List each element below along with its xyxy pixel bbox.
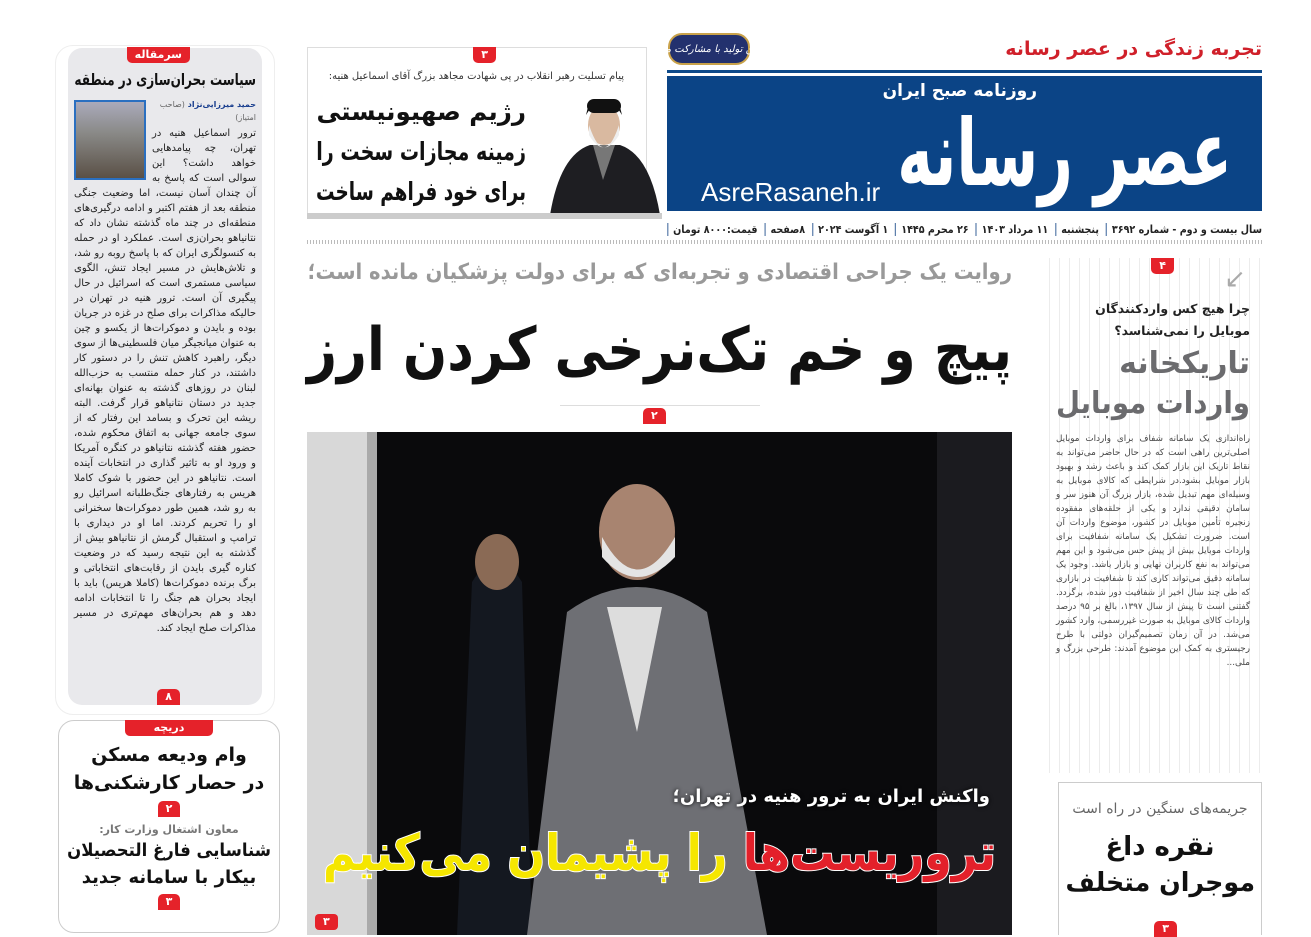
page-badge[interactable]: ۸ — [157, 689, 180, 705]
headline-line: نقره داغ — [1105, 832, 1215, 862]
masthead-name: عصر رسانه — [897, 100, 1232, 207]
editorial-content — [74, 98, 256, 672]
lead-photo[interactable] — [307, 432, 1012, 935]
author-photo — [74, 100, 146, 180]
top-story-headline — [316, 92, 526, 212]
headline-line: واردات موبایل — [1055, 386, 1250, 421]
photo-headline — [322, 820, 996, 886]
masthead-subtitle: روزنامه صبح ایران — [882, 81, 1037, 101]
editorial[interactable] — [68, 48, 262, 705]
arrow-down-left-icon: ↙ — [1224, 264, 1246, 294]
dateline-volume: سال بیست و دوم - شماره ۳۶۹۲ — [1106, 223, 1262, 236]
masthead-url[interactable]: AsreRasaneh.ir — [701, 177, 881, 207]
main-kicker: روایت یک جراحی اقتصادی و تجربه‌ای که برای دولت پزشکیان مانده است؛ — [307, 260, 1012, 285]
divider — [560, 405, 760, 406]
top-story-kicker: پیام تسلیت رهبر انقلاب در پی شهادت مجاهد بزرگ آقای اسماعیل هنیه: — [328, 71, 624, 82]
author-name: حمید میرزایی‌نژاد — [187, 100, 256, 109]
headline-line: برای خود فراهم ساخت — [316, 177, 526, 206]
dateline-gregorian-date: ۱ آگوست ۲۰۲۴ — [812, 223, 888, 236]
leader-photo — [545, 85, 663, 215]
editorial-title: سیاست بحران‌سازی در منطقه — [74, 70, 256, 89]
page-badge[interactable]: ۳ — [473, 47, 496, 63]
editorial-badge: سرمقاله — [127, 47, 190, 63]
slogan-logo: جشن تولید با مشارکت مردم — [668, 33, 750, 65]
window-headline-1[interactable] — [67, 741, 271, 797]
author-role: (صاحب امتیاز) — [159, 100, 256, 122]
headline-line: بیکار با سامانه جدید — [81, 867, 257, 888]
masthead — [667, 76, 1262, 211]
headline-line: در حصار کارشکنی‌ها — [73, 772, 265, 794]
editorial-body: ترور اسماعیل هنیه در تهران، چه پیامدهایی خواهد داشت؟ این سوالی است که پاسخ به آن چندان آسان نیست، اما وضعیت جنگی منطقه بعد از هفتم اکتبر و ادامه درگیری‌های منطقه‌ای در چند ماه گذشته نشان داد که نتانیاهو بحران‌زی است. عملکرد او در حمله به کنسولگری ایران که با پاسخ روبه رو شد، و تلاش‌هایش در مسیر ایجاد تنش، الگوی سیاسی مستمری است که اسرائیل در حال پیگیری آن است. ترور هنیه در تهران در حالیکه مذاکرات برای صلح در غزه در جریان بوده و بایدن و دموکرات‌ها از یکسو و چین به عنوان میانجیگر میان فلسطینی‌ها از سوی دیگر، راهبرد کاهش تنش را در دستور کار داشتند، در کنار حمله منتسب به حزب‌الله لبنان در روزهای گذشته به عنوان بهانه‌ای جدید در دستان نتانیاهو قرار گرفت. البته ریشه این تحرک و بسامد این رفتار که از سوی جامعه جهانی به اتفاق محکوم شده، حضور هفته گذشته نتانیاهو در کنگره آمریکا و ورود او به تاثیر گذاری در انتخابات آینده است. نتانیاهو در این حضور با شوک کاملا هریس به رفتارهای جنگ‌طلبانه اسرائیل رو به رو شد، همین طور دموکرات‌ها سخنرانی او را تحریم کردند. اما او در دیداری با ترامپ و استقبال گرمش از نتانیاهو بیش از گذشته به این نتیجه رسید که در وضعیت کناره گیری بایدن از رقابت‌های انتخاباتی و برگ برنده دموکرات‌ها (کاملا هریس) باید با ایجاد بحران هم جنگ را تا انتخابات ادامه دهد و هم بحران‌های مهم‌تری در مسیر مذاکرات صلح ایجاد کند. — [74, 128, 256, 634]
header-rule — [667, 70, 1262, 73]
page-badge[interactable]: ۲ — [643, 408, 666, 424]
mobile-story[interactable] — [1040, 258, 1262, 773]
dateline-pages: ۸صفحه — [764, 223, 805, 236]
dateline-solar-date: ۱۱ مرداد ۱۴۰۳ — [976, 223, 1049, 236]
mobile-question: چرا هیچ کس واردکنندگان موبایل را نمی‌شناسد؟ — [1095, 301, 1250, 338]
window-box — [58, 720, 280, 933]
top-story-rule — [307, 213, 662, 219]
headline-line: زمینه مجازات سخت را — [316, 137, 526, 166]
headline-line: تاریکخانه — [1119, 346, 1250, 381]
headline-line: رژیم صهیونیستی — [316, 97, 526, 126]
headline-yellow-part: را پشیمان می‌کنیم — [322, 824, 728, 882]
dateline-weekday: پنجشنبه — [1055, 223, 1099, 236]
headline-line: شناسایی فارغ التحصیلان — [67, 840, 272, 861]
page-badge[interactable]: ۳ — [315, 914, 338, 930]
dateline-lunar-date: ۲۶ محرم ۱۴۴۵ — [895, 223, 968, 236]
silver-headline — [1065, 829, 1255, 901]
window-kicker-2: معاون اشتغال وزارت کار: — [99, 823, 239, 836]
page-badge[interactable]: ۴ — [1151, 258, 1174, 274]
dotted-divider — [307, 240, 1262, 244]
main-headline[interactable]: پیچ و خم تک‌نرخی کردن ارز — [307, 315, 1013, 385]
window-headline-2[interactable] — [67, 837, 271, 891]
silver-story[interactable] — [1058, 782, 1262, 935]
dateline-price: قیمت:۸۰۰۰ تومان — [667, 223, 757, 236]
window-badge: دریچه — [125, 720, 213, 736]
headline-line: وام ودیعه مسکن — [91, 744, 247, 766]
header-tagline: تجربه زندگی در عصر رسانه — [1005, 38, 1262, 60]
headline-line: موجران متخلف — [1065, 868, 1255, 898]
silver-kicker: جریمه‌های سنگین در راه است — [1072, 801, 1248, 817]
page-badge[interactable]: ۳ — [1154, 921, 1177, 937]
mobile-body: راه‌اندازی یک سامانه شفاف برای واردات موبایل اصلی‌ترین راهی است که در حال حاضر می‌تواند به نقاط تاریک این بازار کمک کند و باعث رشد و بهبود بازار موبایل بشود.در شرایطی که کالای موبایل به وسیله‌ای مهم تبدیل شده، بازار بزرگ آن هنوز سر و سامان دقیقی ندارد و یکی از حلقه‌های مفقوده زنجیره تأمین موبایل در کشور، موضوع واردات آن است. ضرورت تشکیل یک سامانه شفافیت برای واردات موبایل بیش از پیش حس می‌شود و این مهم می‌تواند به نفع کاربران نهایی و بازار باشد. وجود یک سامانه دقیق می‌تواند کاری کند تا شفافیت در بازاری که طی چند سال اخیر از شفافیت دور شده، برگردد. گفتنی است تا پیش از سال ۱۳۹۷، بالغ بر ۹۵ درصد واردات کالای موبایل به صورت غیررسمی، وارد کشور می‌شد. در آن زمان تصمیم‌گیران دولتی با طرح رجیستری به کمک این موضوع آمدند: طرحی بزرگ و ملی... — [1056, 434, 1251, 668]
mobile-title — [1056, 344, 1250, 424]
photo-kicker: واکنش ایران به ترور هنیه در تهران؛ — [672, 786, 990, 807]
dateline — [673, 220, 1262, 238]
headline-red-part: تروریست‌ها — [742, 824, 996, 882]
page-badge[interactable]: ۲ — [158, 801, 181, 817]
page-badge[interactable]: ۳ — [158, 894, 181, 910]
